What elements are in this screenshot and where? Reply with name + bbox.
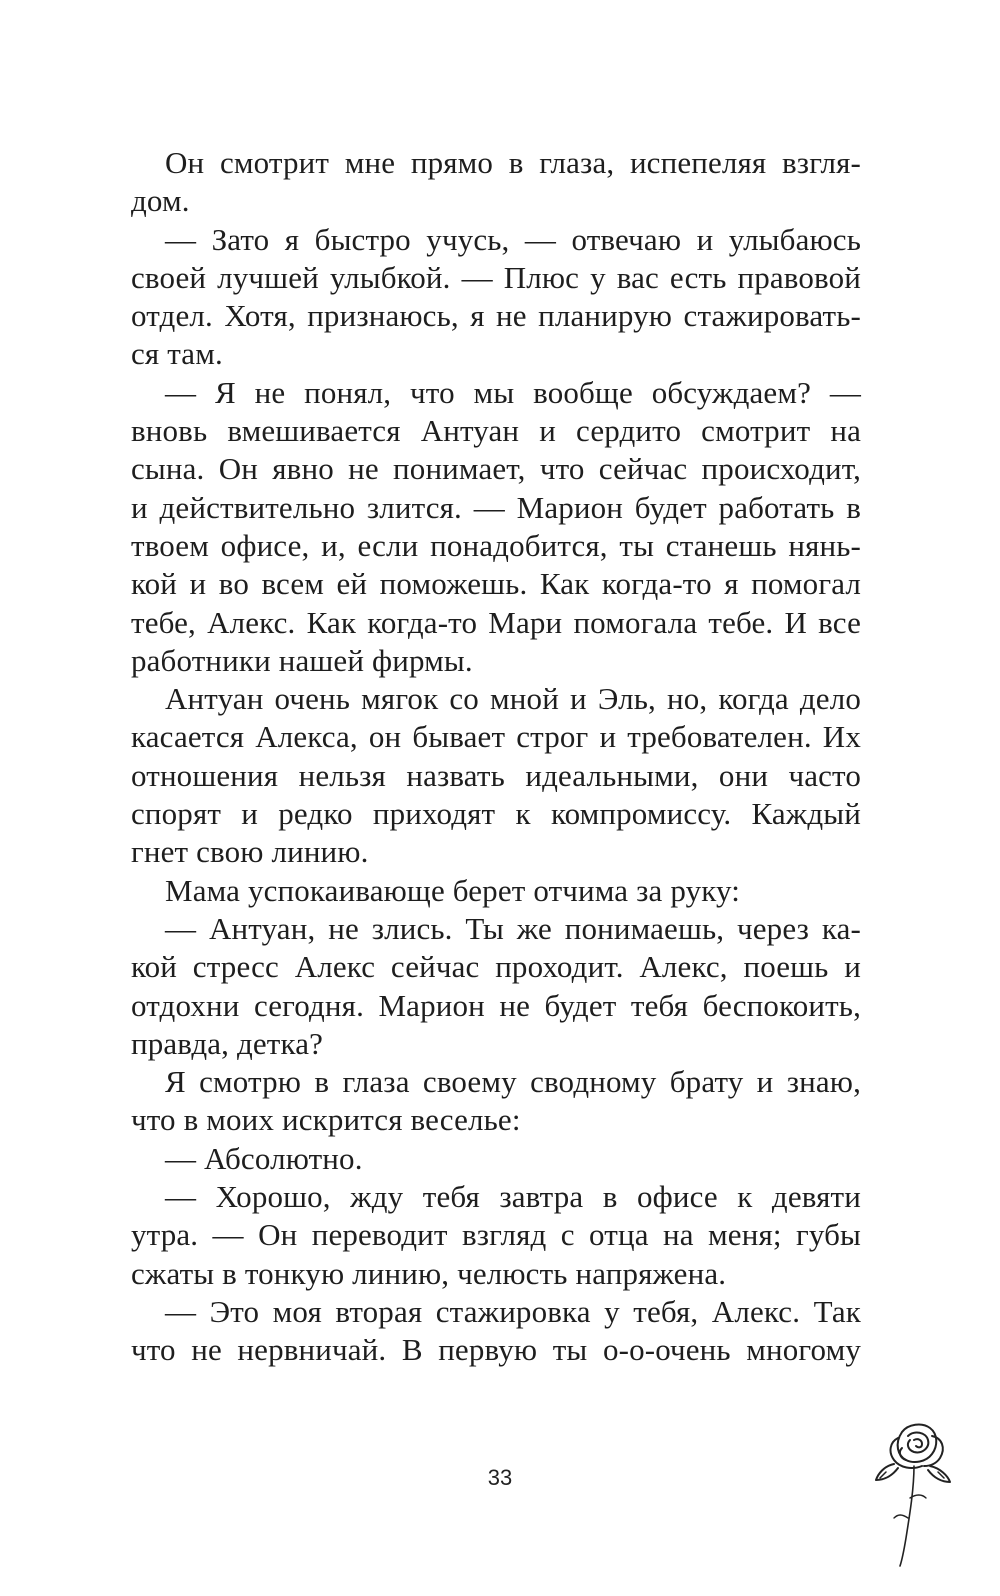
text-line: и действительно злится. — Марион будет работать в	[131, 489, 861, 525]
text-line: своей лучшей улыбкой. — Плюс у вас есть правовой	[131, 259, 861, 295]
text-line: дом.	[131, 183, 190, 219]
text-line: спорят и редко приходят к компромиссу. Каждый	[131, 796, 861, 832]
text-line: — Я не понял, что мы вообще обсуждаем? —	[165, 374, 861, 410]
text-line: кой стресс Алекс сейчас проходит. Алекс, поешь и	[131, 949, 861, 985]
text-line: утра. — Он переводит взгляд с отца на меня; губы	[131, 1217, 861, 1253]
text-line: Он смотрит мне прямо в глаза, испепеляя взгля-	[165, 145, 861, 180]
text-line: отношения нельзя назвать идеальными, они часто	[131, 757, 861, 793]
text-line: кой и во всем ей поможешь. Как когда-то я помогал	[131, 566, 861, 602]
text-line: отдел. Хотя, признаюсь, я не планирую стажировать-	[131, 298, 861, 334]
text-line: ся там.	[131, 336, 223, 372]
text-line: — Абсолютно.	[165, 1140, 363, 1176]
rose-icon	[872, 1418, 952, 1568]
body-text	[131, 144, 861, 1370]
text-line: сжаты в тонкую линию, челюсть напряжена.	[131, 1255, 727, 1291]
text-line: правда, детка?	[131, 1025, 324, 1061]
text-line: отдохни сегодня. Марион не будет тебя беспокоить,	[131, 987, 861, 1023]
text-line: Мама успокаивающе берет отчима за руку:	[165, 872, 740, 908]
page-number: 33	[487, 1465, 513, 1490]
text-line: — Антуан, не злись. Ты же понимаешь, через ка-	[165, 910, 861, 946]
text-line: — Это моя вторая стажировка у тебя, Алекс. Так	[165, 1293, 861, 1329]
text-line: твоем офисе, и, если понадобится, ты станешь нянь-	[131, 527, 861, 563]
text-line: Антуан очень мягок со мной и Эль, но, когда дело	[165, 681, 861, 717]
text-line: Я смотрю в глаза своему сводному брату и знаю,	[165, 1064, 861, 1100]
text-line: сына. Он явно не понимает, что сейчас происходит,	[131, 451, 861, 487]
text-line: касается Алекса, он бывает строг и требователен. Их	[131, 719, 861, 755]
text-line: работники нашей фирмы.	[131, 642, 473, 678]
text-line: тебе, Алекс. Как когда-то Мари помогала тебе. И все	[131, 604, 861, 640]
text-line: гнет свою линию.	[131, 834, 369, 870]
text-line: вновь вмешивается Антуан и сердито смотрит на	[131, 413, 861, 449]
text-line: что в моих искрится веселье:	[131, 1102, 521, 1138]
text-line: — Хорошо, жду тебя завтра в офисе к девяти	[165, 1179, 861, 1215]
text-line: что не нервничай. В первую ты о-о-очень многому	[131, 1332, 861, 1368]
text-line: — Зато я быстро учусь, — отвечаю и улыбаюсь	[165, 221, 861, 257]
